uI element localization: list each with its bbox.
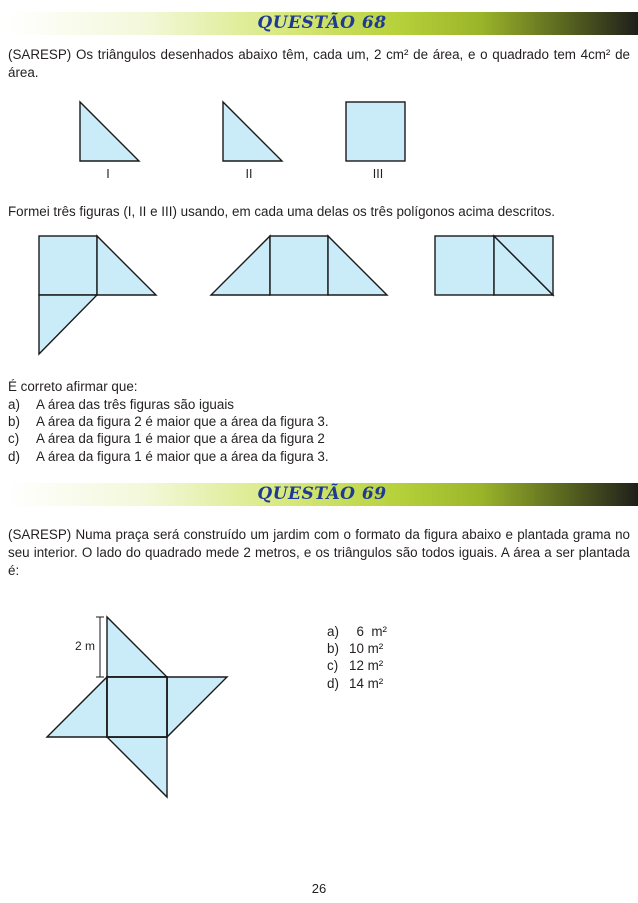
- option-text: 12 m²: [349, 658, 384, 673]
- square-iii: [346, 102, 405, 161]
- option-text: A área da figura 1 é maior que a área da figura 3.: [36, 449, 329, 464]
- garden-figure: [0, 610, 300, 770]
- dimension-label: 2 m: [75, 639, 96, 653]
- label-ii: II: [245, 167, 253, 181]
- triangle-top: [107, 617, 167, 677]
- triangle-bottom: [107, 737, 167, 797]
- q69-option-b: [327, 641, 383, 657]
- option-text: 14 m²: [349, 676, 384, 691]
- figure-3: [435, 236, 553, 295]
- label-i: I: [106, 167, 110, 181]
- question-69-title: QUESTÃO 69: [257, 484, 387, 504]
- composed-figures: [0, 230, 638, 360]
- q69-option-d: [327, 676, 383, 692]
- option-text: A área da figura 2 é maior que a área da figura 3.: [36, 414, 329, 429]
- dimension-marker: [96, 617, 104, 677]
- option-letter: c): [327, 658, 339, 673]
- option-letter: d): [8, 449, 20, 464]
- q68-option-d: [8, 449, 329, 465]
- question-68-prompt: É correto afirmar que:: [8, 379, 138, 394]
- option-letter: c): [8, 431, 20, 446]
- question-68-text2: Formei três figuras (I, II e III) usando, em cada uma delas os três polígonos acima descritos.: [8, 204, 556, 219]
- option-text: 6 m²: [349, 624, 387, 639]
- question-69-statement: (SARESP) Numa praça será construído um jardim com o formato da figura abaixo e plantada grama no seu interior. O lado do quadrado mede 2 metros, e os triângulos são todos iguais. A área a ser plantada é:: [8, 527, 630, 578]
- option-text: A área da figura 1 é maior que a área da figura 2: [36, 431, 325, 446]
- option-text: A área das três figuras são iguais: [36, 397, 234, 412]
- q69-option-a: [327, 624, 387, 640]
- label-iii: III: [372, 167, 384, 181]
- triangle-ii: [223, 102, 282, 161]
- triangle-left: [47, 677, 107, 737]
- center-square: [107, 677, 167, 737]
- question-68-statement: (SARESP) Os triângulos desenhados abaixo têm, cada um, 2 cm² de área, e o quadrado tem 4cm² de área.: [8, 47, 630, 80]
- figure-1: [39, 236, 156, 354]
- q68-option-c: [8, 431, 325, 447]
- option-text: 10 m²: [349, 641, 384, 656]
- option-letter: a): [327, 624, 339, 639]
- triangle-i: [80, 102, 139, 161]
- option-letter: b): [327, 641, 339, 656]
- option-letter: a): [8, 397, 20, 412]
- question-68-banner: [6, 12, 638, 35]
- q69-option-c: [327, 658, 383, 674]
- triangle-right: [167, 677, 227, 737]
- page-number: 26: [311, 881, 327, 896]
- q68-option-a: [8, 397, 234, 413]
- option-letter: b): [8, 414, 20, 429]
- figure-2: [211, 236, 387, 295]
- q68-option-b: [8, 414, 329, 430]
- question-69-banner: [6, 483, 638, 506]
- question-68-title: QUESTÃO 68: [257, 13, 387, 33]
- option-letter: d): [327, 676, 339, 691]
- base-polygons: [0, 96, 638, 196]
